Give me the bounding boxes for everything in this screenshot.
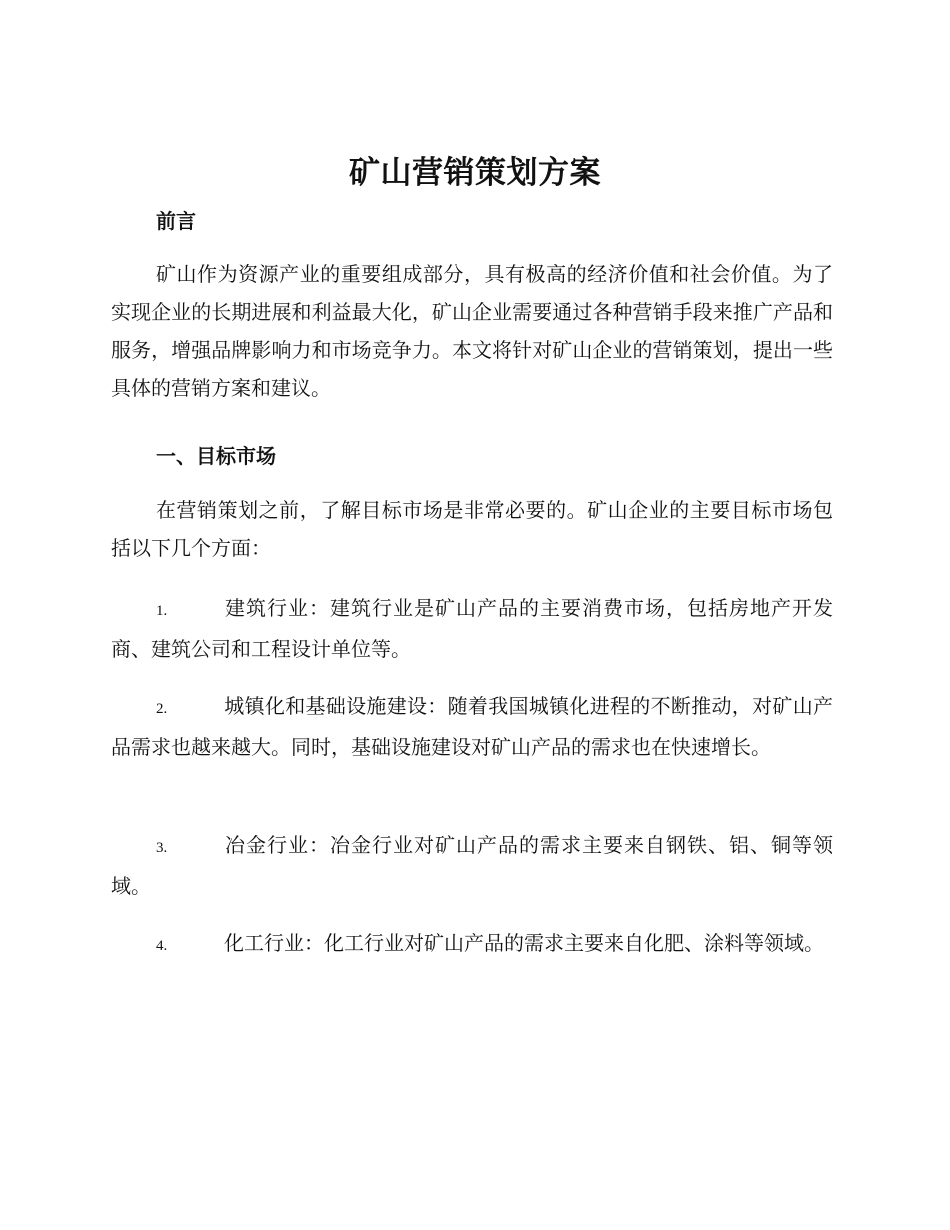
list-item-4 <box>111 924 833 965</box>
section-heading-preface: 前言 <box>156 209 196 233</box>
list-number: 2. <box>156 701 168 717</box>
list-number: 1. <box>156 603 168 619</box>
list-item-text: 城镇化和基础设施建设：随着我国城镇化进程的不断推动，对矿山产品需求也越来越大。同时，基础设施建设对矿山产品的需求也在快速增长。 <box>111 694 833 759</box>
list-number: 4. <box>156 938 168 954</box>
list-item-2 <box>111 687 833 766</box>
list-number: 3. <box>156 840 168 856</box>
list-item-1 <box>111 589 833 668</box>
target-market-intro-paragraph: 在营销策划之前，了解目标市场是非常必要的。矿山企业的主要目标市场包括以下几个方面： <box>111 498 833 560</box>
list-item-text: 冶金行业：冶金行业对矿山产品的需求主要来自钢铁、铝、铜等领域。 <box>111 833 833 898</box>
list-item-3 <box>111 826 833 905</box>
list-item-text: 建筑行业：建筑行业是矿山产品的主要消费市场，包括房地产开发商、建筑公司和工程设计单位等。 <box>111 596 833 661</box>
preface-paragraph: 矿山作为资源产业的重要组成部分，具有极高的经济价值和社会价值。为了实现企业的长期进展和利益最大化，矿山企业需要通过各种营销手段来推广产品和服务，增强品牌影响力和市场竞争力。本文将针对矿山企业的营销策划，提出一些具体的营销方案和建议。 <box>111 262 833 400</box>
document-title: 矿山营销策划方案 <box>349 155 601 191</box>
section-heading-target-market: 一、目标市场 <box>156 444 276 468</box>
list-item-text: 化工行业：化工行业对矿山产品的需求主要来自化肥、涂料等领域。 <box>224 931 824 955</box>
